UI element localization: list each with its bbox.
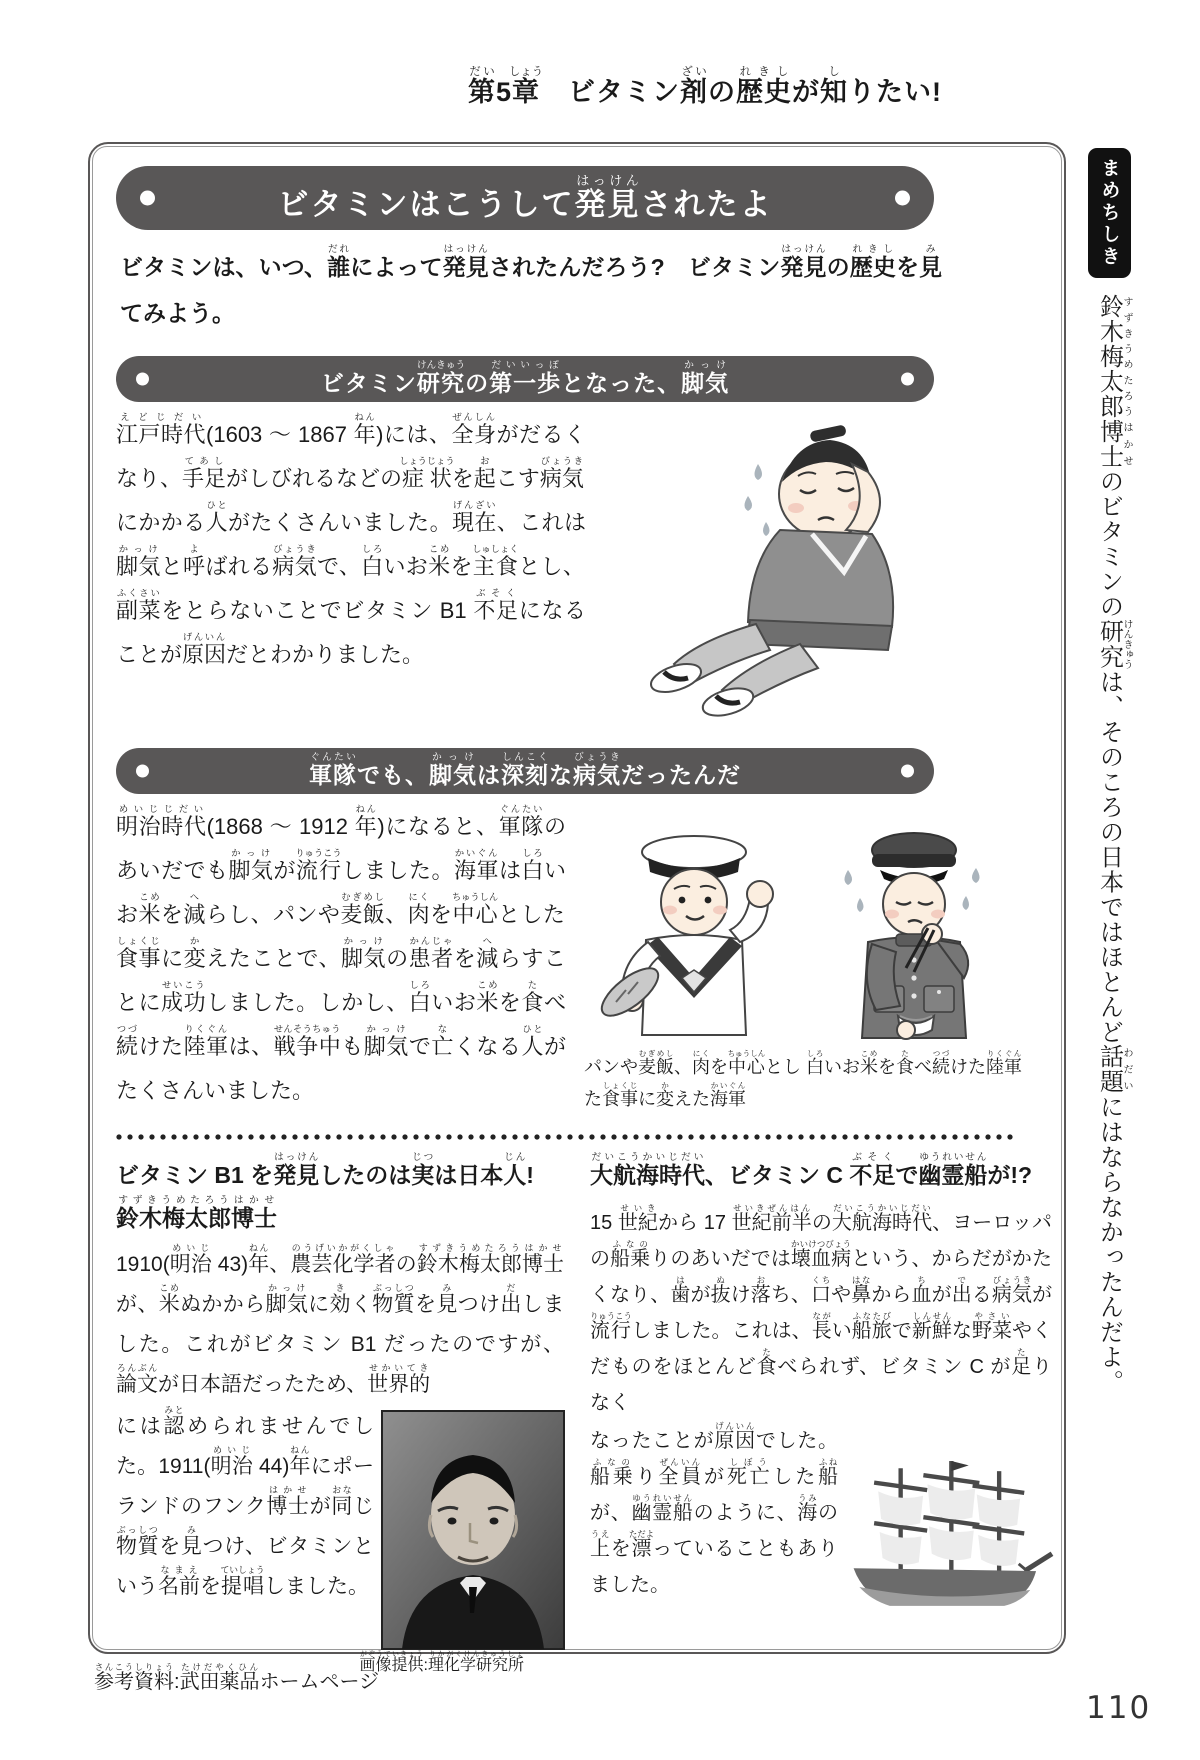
banner-dot-left-icon bbox=[136, 373, 149, 386]
soldier-caption: 白しろいお米こめを食たべ続つづけた陸軍りくぐん bbox=[806, 1049, 1022, 1077]
trivia-badge: まめちしき bbox=[1088, 148, 1131, 278]
sailor-caption: パンや麦飯むぎめし、肉にくを中心ちゅうしんとした食事しょくじに変かえた海軍かいぐん bbox=[584, 1049, 801, 1110]
portrait-photo bbox=[382, 1411, 564, 1649]
intro-text: ビタミンは、いつ、誰だれによって発見はっけんされたんだろう? ビタミン発見はっけんの歴史れきしを見みてみよう。 bbox=[120, 244, 943, 326]
main-panel bbox=[88, 142, 1066, 1674]
banner-dot-right-icon bbox=[895, 191, 910, 206]
sailor-illustration bbox=[594, 810, 794, 1045]
section2 bbox=[116, 804, 1024, 1116]
page-title: ビタミンはこうして発見はっけんされたよ bbox=[277, 172, 773, 222]
reference-note: 参考資料さんこうしりょう:武田薬品たけだやくひんホームページ bbox=[94, 1662, 380, 1693]
column-right-body-bottom: なったことが原因げんいんでした。船乗ふなのり全員ぜんいんが死亡しぼうした船ふねが、幽霊船ゆうれいせんのように、海うみの上うえを漂ただよっていることもありました。 bbox=[590, 1420, 839, 1596]
photo-credit: 画像提供がぞうていきょう:理化学研究所りかがくけんきゅうしょ bbox=[359, 1650, 524, 1674]
column-left-heading: ビタミン B1 を発見はっけんしたのは実じつは日本人じん! bbox=[116, 1151, 534, 1188]
soldier-illustration bbox=[814, 810, 1014, 1045]
sidebar-trivia bbox=[1078, 148, 1140, 1614]
section1 bbox=[116, 412, 1024, 722]
section2-heading: 軍隊ぐんたいでも、脚気かっけは深刻しんこくな病気びょうきだったんだ bbox=[309, 752, 741, 788]
column-left-body-bottom: には認みとめられませんでした。1911(明治めいじ 44)年ねんにポーランドのフンク博士はかせが同おなじ物質ぶっしつを見みつけ、ビタミンという名前なまえを提唱ていしょうしました。 bbox=[116, 1404, 375, 1598]
section1-body: 江戸時代えどじだい(1603 〜 1867 年ねん)には、全身ぜんしんがだるくなり、手足てあしがしびれるなどの症状しょうじょうを起おこす病気びょうきにかかる人ひとがたくさんいました。現在げんざい、これは脚気かっけと呼よばれる病気びょうきで、白しろいお米こめを主食しゅしょくとし、副菜ふくさいをとらないことでビタミン B1 不足ぶそくになることが原因げんいんだとわかりました。 bbox=[116, 412, 586, 667]
column-right-heading: 大航海時代だいこうかいじだい、ビタミン C 不足ぶそくで幽霊船ゆうれいせんが!? bbox=[590, 1151, 1033, 1188]
banner-dot-right-icon bbox=[901, 765, 914, 778]
column-left-subheading: 鈴木梅太郎すずきうめたろう博士はかせ bbox=[116, 1194, 277, 1231]
sailor-figure bbox=[584, 810, 804, 1116]
section1-heading: ビタミン研究けんきゅうの第一歩だいいっぽとなった、脚気かっけ bbox=[320, 360, 730, 396]
section2-bar bbox=[116, 748, 934, 794]
trivia-note: 鈴木梅太郎すずきうめたろう博士はかせのビタミンの研究けんきゅうは、そのころの日本ではほとんど話題わだいにはならなかったんだよ。 bbox=[1095, 294, 1133, 1395]
banner-dot-left-icon bbox=[140, 191, 155, 206]
section1-bar bbox=[116, 356, 934, 402]
sick-man-illustration bbox=[586, 412, 1024, 722]
column-right bbox=[590, 1152, 1052, 1675]
title-banner bbox=[116, 166, 934, 230]
ship-illustration bbox=[842, 1431, 1052, 1646]
banner-dot-left-icon bbox=[136, 765, 149, 778]
chapter-header: 第だい5章しょう ビタミン剤ざいの歴史れきしが知しりたい! bbox=[468, 66, 943, 107]
banner-dot-right-icon bbox=[901, 373, 914, 386]
dotted-divider bbox=[116, 1134, 1016, 1140]
soldier-figure bbox=[804, 810, 1024, 1116]
column-left bbox=[116, 1152, 564, 1675]
column-left-body-top: 1910(明治めいじ 43)年ねん、農芸化学者のうげいかがくしゃの鈴木梅太郎すずきうめたろう博士はかせが、米こめぬかから脚気かっけに効きく物質ぶっしつを見みつけ出だしました。これがビタミン B1 だったのですが、論文ろんぶんが日本語だったため、世界的せかいてき bbox=[116, 1243, 565, 1397]
column-right-body-top: 15 世紀せいきから 17 世紀前半せいきぜんはんの大航海時代だいこうかいじだい、ヨーロッパの船乗ふなのりのあいだでは壊血病かいけつびょうという、からだがかたくなり、歯はが抜ぬけ落おち、口くちや鼻はなから血ちが出でる病気びょうきが流行りゅうこうしました。これは、長ながい船旅ふなたびで新鮮しんせんな野菜やさいやくだものをほとんど食たべられず、ビタミン C が足たりなく bbox=[590, 1202, 1053, 1414]
page-number: 110 bbox=[1086, 1690, 1152, 1726]
section2-body: 明治時代めいじじだい(1868 〜 1912 年ねん)になると、軍隊ぐんたいのあいだでも脚気かっけが流行りゅうこうしました。海軍かいぐんは白しろいお米こめを減へらし、パンや麦飯むぎめし、肉にくを中心ちゅうしんとした食事しょくじに変かえたことで、脚気かっけの患者かんじゃを減へらすことに成功せいこうしました。しかし、白しろいお米こめを食たべ続つづけた陸軍りくぐんは、戦争中せんそうちゅうも脚気かっけで亡なくなる人ひとがたくさんいました。 bbox=[116, 804, 566, 1103]
